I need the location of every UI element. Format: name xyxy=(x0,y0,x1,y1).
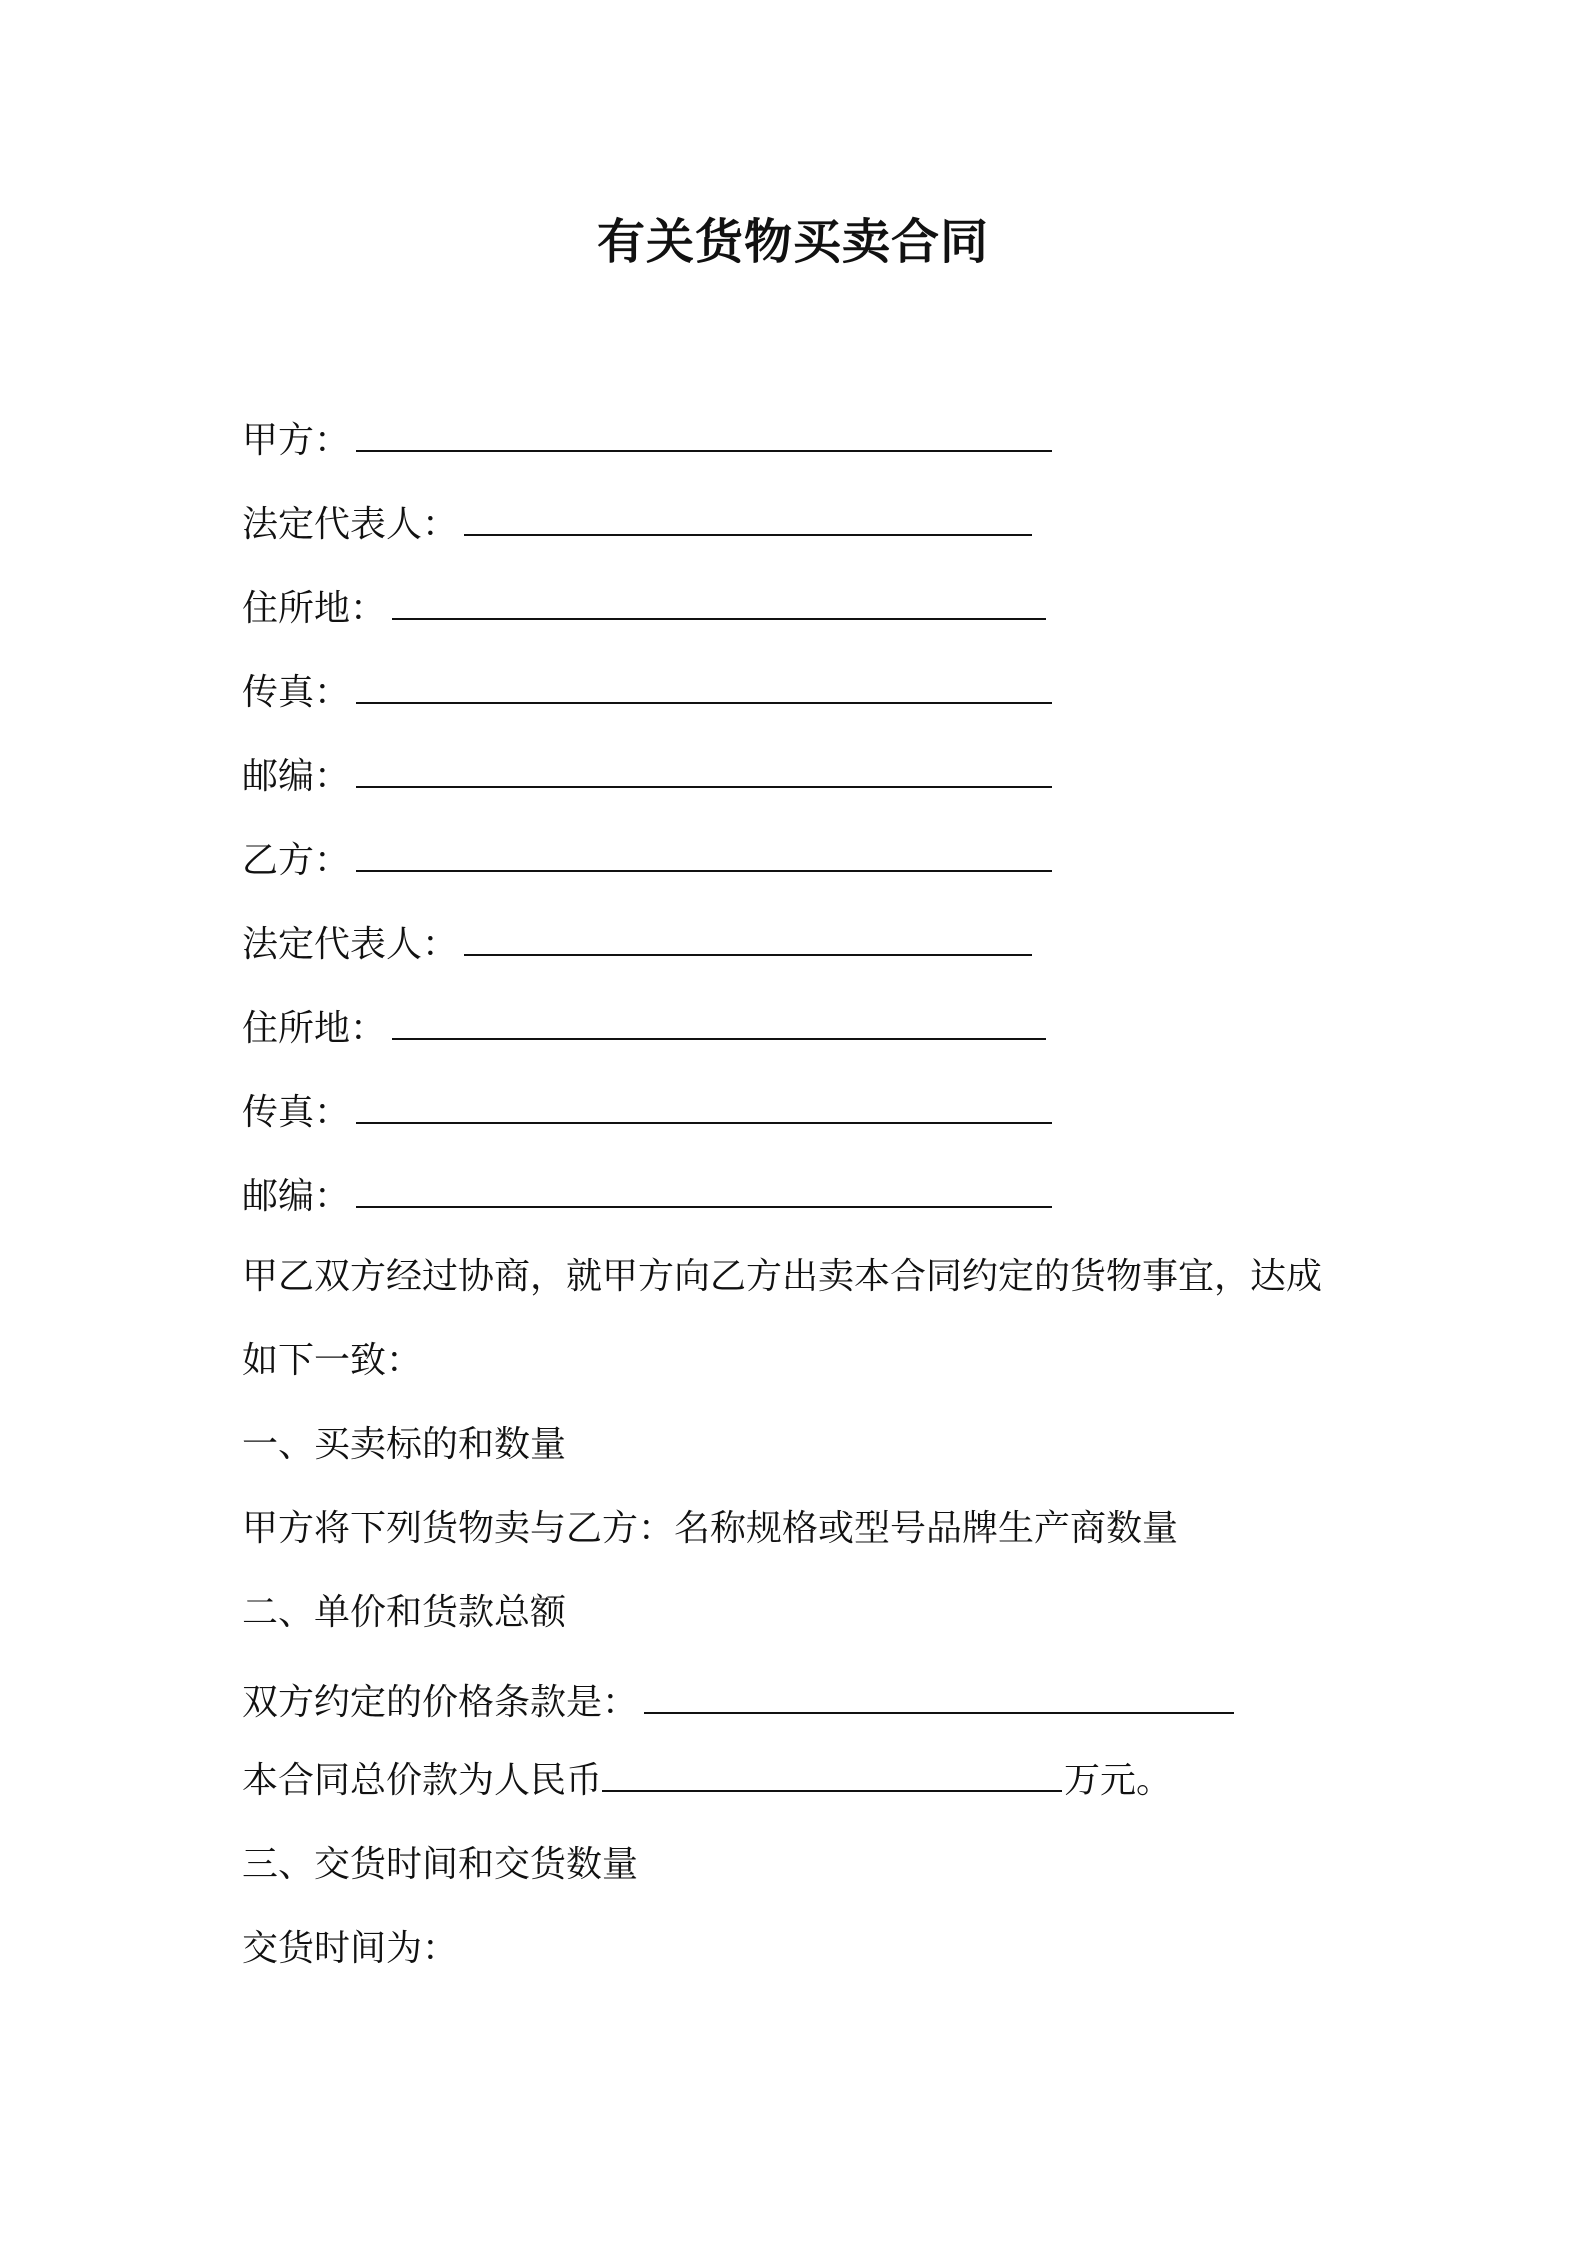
party-a-rep-label: 法定代表人： xyxy=(242,504,459,545)
party-b-postcode-blank[interactable] xyxy=(356,1176,1052,1208)
party-a-fax-blank[interactable] xyxy=(356,672,1052,704)
party-a-address-label: 住所地： xyxy=(242,588,387,629)
party-b-rep-line xyxy=(242,922,1032,968)
section-2-heading: 二、单价和货款总额 xyxy=(242,1592,567,1633)
party-b-name-label: 乙方： xyxy=(242,840,351,881)
party-b-postcode-label: 邮编： xyxy=(242,1176,351,1217)
party-a-postcode-label: 邮编： xyxy=(242,756,351,797)
section-1-heading: 一、买卖标的和数量 xyxy=(242,1424,567,1465)
intro-line-1: 甲乙双方经过协商，就甲方向乙方出卖本合同约定的货物事宜，达成 xyxy=(242,1256,1323,1297)
party-a-postcode-line xyxy=(242,754,1052,800)
document-title: 有关货物买卖合同 xyxy=(596,214,989,270)
party-a-name-label: 甲方： xyxy=(242,420,351,461)
party-b-rep-label: 法定代表人： xyxy=(242,924,459,965)
party-a-fax-label: 传真： xyxy=(242,672,351,713)
section-3-heading: 三、交货时间和交货数量 xyxy=(242,1844,639,1885)
party-a-address-blank[interactable] xyxy=(392,588,1046,620)
party-b-name-blank[interactable] xyxy=(356,840,1052,872)
section-2-price-label: 双方约定的价格条款是： xyxy=(242,1682,639,1723)
party-a-address-line xyxy=(242,586,1046,632)
section-2-price-line xyxy=(242,1680,1234,1726)
party-b-name-line xyxy=(242,838,1052,884)
section-2-total-line xyxy=(242,1758,1172,1804)
party-a-rep-blank[interactable] xyxy=(464,504,1032,536)
party-b-fax-blank[interactable] xyxy=(356,1092,1052,1124)
party-b-fax-label: 传真： xyxy=(242,1092,351,1133)
party-b-address-line xyxy=(242,1006,1046,1052)
party-a-postcode-blank[interactable] xyxy=(356,756,1052,788)
party-a-name-line xyxy=(242,418,1052,464)
section-2-price-blank[interactable] xyxy=(644,1682,1234,1714)
party-a-fax-line xyxy=(242,670,1052,716)
section-1-text: 甲方将下列货物卖与乙方：名称规格或型号品牌生产商数量 xyxy=(242,1508,1179,1549)
party-a-name-blank[interactable] xyxy=(356,420,1052,452)
intro-line-2: 如下一致： xyxy=(242,1340,423,1381)
party-b-postcode-line xyxy=(242,1174,1052,1220)
section-2-total-blank[interactable] xyxy=(602,1760,1062,1792)
party-b-address-label: 住所地： xyxy=(242,1008,387,1049)
party-b-fax-line xyxy=(242,1090,1052,1136)
section-2-total-prefix: 本合同总价款为人民币 xyxy=(242,1760,603,1801)
party-b-address-blank[interactable] xyxy=(392,1008,1046,1040)
party-a-rep-line xyxy=(242,502,1032,548)
section-3-time-line: 交货时间为： xyxy=(242,1928,459,1969)
party-b-rep-blank[interactable] xyxy=(464,924,1032,956)
section-2-total-suffix: 万元。 xyxy=(1064,1760,1173,1801)
